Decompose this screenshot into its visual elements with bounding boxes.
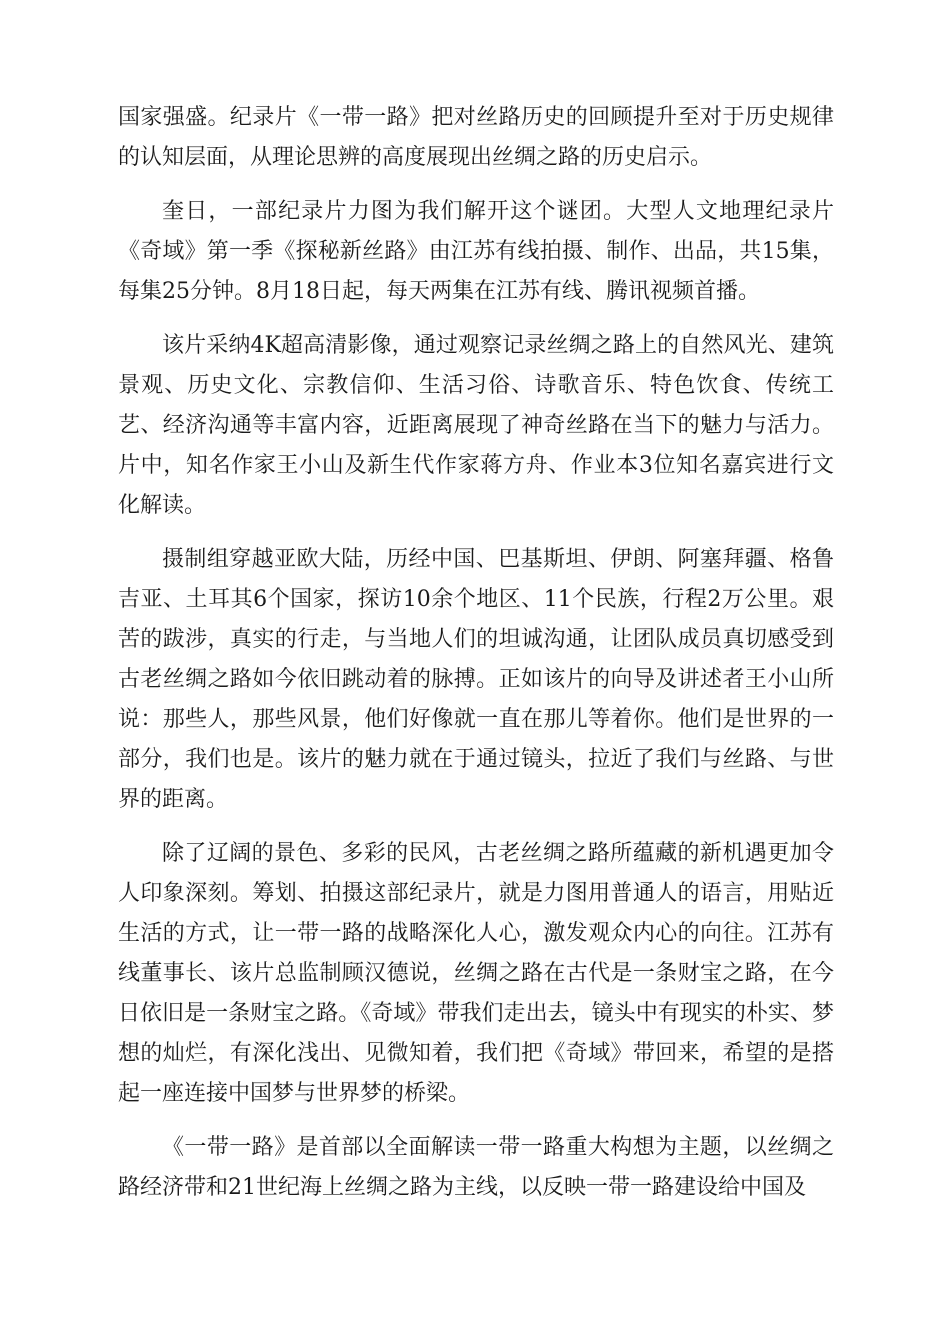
document-page bbox=[118, 98, 834, 1222]
paragraph-4: 摄制组穿越亚欧大陆，历经中国、巴基斯坦、伊朗、阿塞拜疆、格鲁吉亚、土耳其6个国家，探访10余个地区、11个民族，行程2万公里。艰苦的跋涉，真实的行走，与当地人们的坦诚沟通，让团队成员真切感受到古老丝绸之路如今依旧跳动着的脉搏。正如该片的向导及讲述者王小山所说：那些人，那些风景，他们好像就一直在那儿等着你。他们是世界的一部分，我们也是。该片的魅力就在于通过镜头，拉近了我们与丝路、与世界的距离。 bbox=[118, 547, 834, 812]
paragraph-2: 奎日，一部纪录片力图为我们解开这个谜团。大型人文地理纪录片《奇域》第一季《探秘新丝路》由江苏有线拍摄、制作、出品，共15集，每集25分钟。8月18日起，每天两集在江苏有线、腾讯视频首播。 bbox=[118, 199, 834, 304]
paragraph-6: 《一带一路》是首部以全面解读一带一路重大构想为主题，以丝绸之路经济带和21世纪海上丝绸之路为主线，以反映一带一路建设给中国及 bbox=[118, 1135, 834, 1200]
paragraph-1: 国家强盛。纪录片《一带一路》把对丝路历史的回顾提升至对于历史规律的认知层面，从理论思辨的高度展现出丝绸之路的历史启示。 bbox=[118, 105, 834, 170]
paragraph-3: 该片采纳4K超高清影像，通过观察记录丝绸之路上的自然风光、建筑景观、历史文化、宗教信仰、生活习俗、诗歌音乐、特色饮食、传统工艺、经济沟通等丰富内容，近距离展现了神奇丝路在当下的魅力与活力。片中，知名作家王小山及新生代作家蒋方舟、作业本3位知名嘉宾进行文化解读。 bbox=[118, 333, 834, 518]
paragraph-5: 除了辽阔的景色、多彩的民风，古老丝绸之路所蕴藏的新机遇更加令人印象深刻。筹划、拍摄这部纪录片，就是力图用普通人的语言，用贴近生活的方式，让一带一路的战略深化人心，激发观众内心的向往。江苏有线董事长、该片总监制顾汉德说，丝绸之路在古代是一条财宝之路，在今日依旧是一条财宝之路。《奇域》带我们走出去，镜头中有现实的朴实、梦想的灿烂，有深化浅出、见微知着，我们把《奇域》带回来，希望的是搭起一座连接中国梦与世界梦的桥梁。 bbox=[118, 841, 834, 1106]
